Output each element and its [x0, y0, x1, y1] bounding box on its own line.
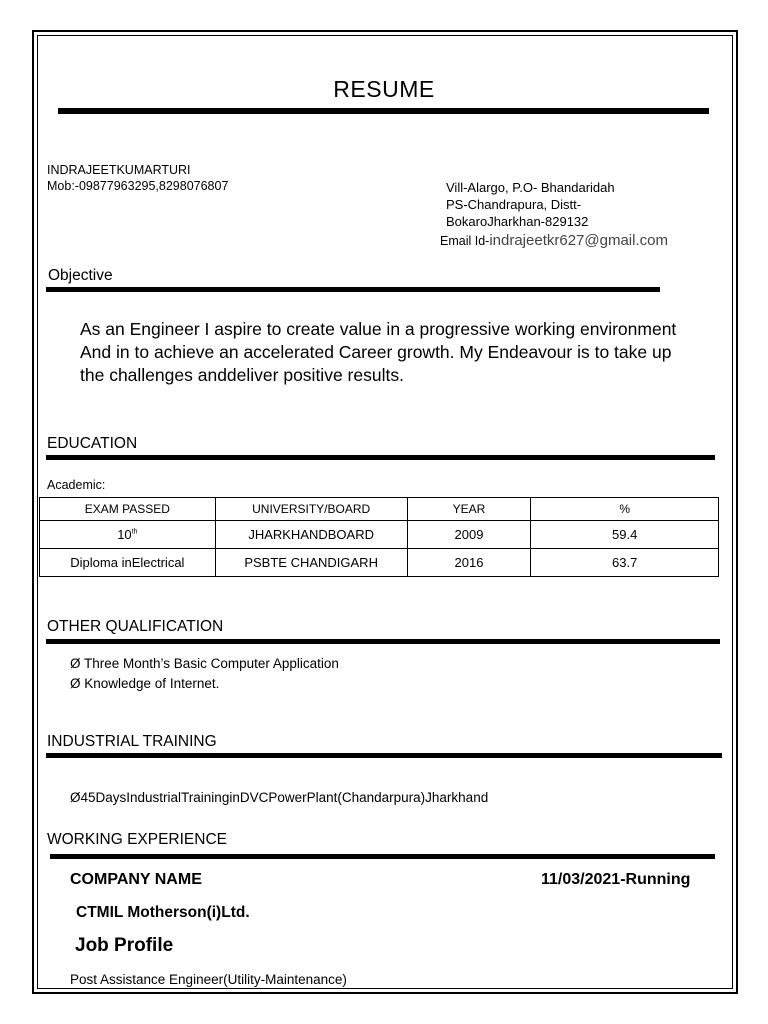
- resume-title: RESUME: [333, 76, 435, 102]
- education-heading: EDUCATION: [47, 435, 138, 452]
- year-cell: 2016: [407, 549, 531, 577]
- email-link[interactable]: indrajeetkr627@gmail.com: [489, 232, 668, 249]
- mobile-number: Mob:-09877963295,8298076807: [47, 179, 229, 193]
- candidate-name: INDRAJEETKUMARTURI: [47, 163, 191, 177]
- table-header-row: [40, 498, 719, 521]
- education-rule: [46, 455, 715, 460]
- board-cell: JHARKHANDBOARD: [215, 521, 407, 549]
- working-experience-heading: WORKING EXPERIENCE: [47, 831, 227, 848]
- year-cell: 2009: [407, 521, 531, 549]
- address-line-1: Vill-Alargo, P.O- Bhandaridah: [446, 180, 615, 195]
- company-name: CTMIL Motherson(i)Ltd.: [76, 904, 250, 921]
- email-label: Email Id-: [440, 234, 490, 248]
- exam-value: 10: [117, 527, 132, 542]
- list-item: Ø Knowledge of Internet.: [70, 676, 220, 691]
- column-header-exam: EXAM PASSED: [40, 498, 216, 521]
- exam-value: Diploma inElectrical: [70, 555, 185, 570]
- exam-suffix: th: [131, 528, 138, 536]
- column-header-year: YEAR: [407, 498, 531, 521]
- academic-label: Academic:: [47, 478, 106, 492]
- email-row: [440, 232, 668, 250]
- other-qualification-heading: OTHER QUALIFICATION: [47, 618, 224, 635]
- objective-heading: Objective: [48, 267, 113, 284]
- education-table: [39, 497, 719, 577]
- list-item: Ø Three Month’s Basic Computer Application: [70, 656, 339, 671]
- other-qualification-rule: [46, 639, 720, 644]
- table-row: [40, 549, 719, 577]
- board-cell: PSBTE CHANDIGARH: [215, 549, 407, 577]
- address-line-2: PS-Chandrapura, Distt-: [446, 197, 582, 212]
- percent-cell: 63.7: [531, 549, 719, 577]
- exam-cell: [40, 549, 216, 577]
- employment-duration: 11/03/2021-Running: [541, 871, 691, 888]
- industrial-training-rule: [46, 753, 722, 758]
- objective-text: As an Engineer I aspire to create value in a progressive working environment And in to achieve an accelerated Career growth. My Endeavour is to take up the challenges anddeliver positive results.: [80, 319, 677, 385]
- address-line-3: BokaroJharkhan-829132: [446, 214, 589, 229]
- column-header-board: UNIVERSITY/BOARD: [215, 498, 407, 521]
- industrial-training-heading: INDUSTRIAL TRAINING: [47, 733, 217, 750]
- job-profile-label: Job Profile: [75, 935, 174, 956]
- exam-cell: [40, 521, 216, 549]
- table-row: [40, 521, 719, 549]
- training-item: Ø45DaysIndustrialTraininginDVCPowerPlant(Chandarpura)Jharkhand: [70, 790, 489, 805]
- column-header-percent: %: [531, 498, 719, 521]
- title-rule: [58, 108, 709, 114]
- percent-cell: 59.4: [531, 521, 719, 549]
- job-profile-text: Post Assistance Engineer(Utility-Maintenance): [70, 972, 347, 987]
- company-name-label: COMPANY NAME: [70, 871, 202, 888]
- objective-rule: [46, 287, 660, 292]
- working-experience-rule: [50, 854, 715, 859]
